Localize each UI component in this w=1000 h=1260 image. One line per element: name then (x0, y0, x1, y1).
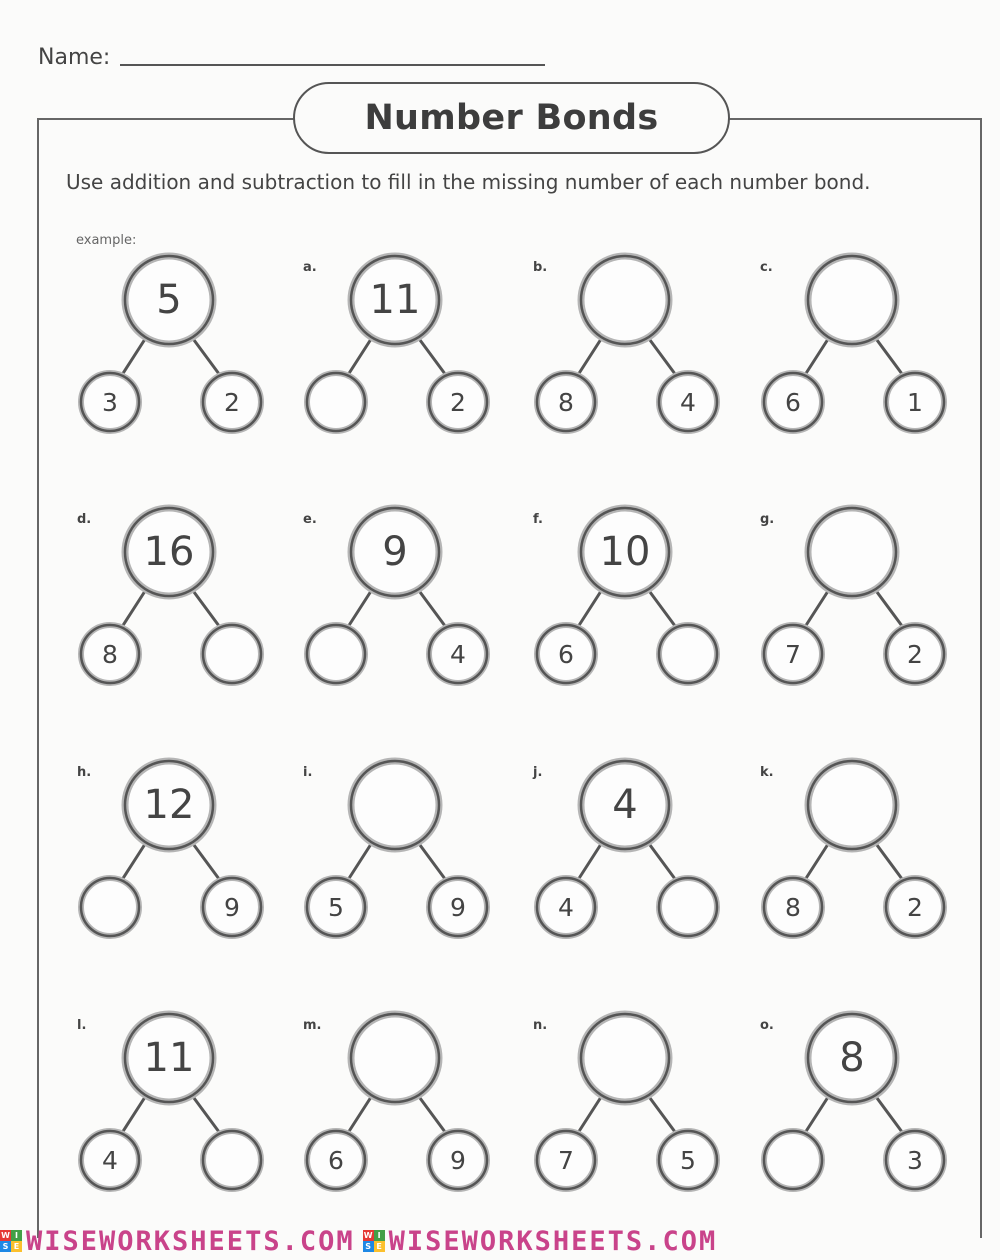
bond-part-right-value: 4 (680, 387, 696, 417)
name-input-line[interactable] (120, 64, 545, 66)
bond-whole-value: 9 (382, 529, 408, 575)
number-bond (298, 1008, 498, 1183)
bond-letter: e. (303, 512, 317, 527)
bond-letter: l. (77, 1018, 87, 1033)
logo-letter: W (1, 1231, 10, 1240)
bond-whole-value: 4 (612, 782, 638, 828)
bond-part-right-value: 9 (450, 1145, 466, 1175)
bond-whole-value: 5 (156, 277, 182, 323)
bond-part-left-value: 8 (785, 892, 801, 922)
bond-part-right-value[interactable] (658, 624, 718, 684)
bond-part-right-value: 2 (907, 892, 923, 922)
footer-watermark (0, 1222, 1000, 1260)
number-bond (528, 755, 728, 930)
bond-part-right-value[interactable] (658, 877, 718, 937)
logo-letter: I (11, 1230, 22, 1241)
example-label: example: (76, 233, 137, 248)
number-bond (298, 250, 498, 425)
bond-part-left-value: 6 (328, 1145, 344, 1175)
bond-part-left-value: 8 (558, 387, 574, 417)
bond-letter: b. (533, 260, 548, 275)
number-bond (72, 1008, 272, 1183)
bond-part-left-value: 8 (102, 639, 118, 669)
brand-mark (0, 1226, 355, 1257)
bond-part-right-value: 2 (224, 387, 240, 417)
bond-letter: n. (533, 1018, 548, 1033)
bond-part-left-value: 5 (328, 892, 344, 922)
bond-letter: i. (303, 765, 313, 780)
bond-part-left-value[interactable] (80, 877, 140, 937)
bond-whole-value: 10 (599, 529, 651, 575)
logo-letter: E (374, 1241, 385, 1252)
bond-whole-value: 11 (143, 1035, 195, 1081)
logo-letter: E (11, 1241, 22, 1252)
bond-whole-value: 16 (143, 529, 195, 575)
brand-logo-icon (0, 1230, 22, 1252)
bond-whole-value[interactable] (580, 255, 670, 345)
bond-part-right-value: 2 (450, 387, 466, 417)
logo-letter: S (363, 1241, 374, 1252)
number-bond (72, 502, 272, 677)
bond-letter: o. (760, 1018, 774, 1033)
bond-part-left-value[interactable] (763, 1130, 823, 1190)
bond-letter: j. (533, 765, 543, 780)
bond-part-left-value: 3 (102, 387, 118, 417)
brand-logo-icon (363, 1230, 385, 1252)
bond-part-left-value: 6 (558, 639, 574, 669)
brand-mark (363, 1226, 718, 1257)
bond-part-right-value: 9 (224, 892, 240, 922)
number-bond (298, 502, 498, 677)
bond-part-right-value: 1 (907, 387, 923, 417)
bond-whole-value[interactable] (807, 760, 897, 850)
instructions: Use addition and subtraction to fill in the missing number of each number bond. (66, 170, 871, 194)
bond-part-right-value: 4 (450, 639, 466, 669)
page-title: Number Bonds (364, 98, 659, 138)
bond-part-left-value: 4 (558, 892, 574, 922)
bond-whole-value[interactable] (350, 760, 440, 850)
bond-whole-value[interactable] (807, 255, 897, 345)
number-bond (755, 1008, 955, 1183)
bond-part-left-value: 4 (102, 1145, 118, 1175)
bond-letter: d. (77, 512, 92, 527)
bond-letter: g. (760, 512, 775, 527)
bond-part-right-value[interactable] (202, 1130, 262, 1190)
bond-part-left-value: 6 (785, 387, 801, 417)
name-row (38, 30, 545, 70)
bond-letter: h. (77, 765, 92, 780)
bond-part-right-value: 2 (907, 639, 923, 669)
bond-part-right-value: 9 (450, 892, 466, 922)
bond-part-right-value[interactable] (202, 624, 262, 684)
bond-whole-value: 11 (369, 277, 421, 323)
bond-letter: c. (760, 260, 773, 275)
brand-text: WISEWORKSHEETS.COM (26, 1225, 355, 1257)
number-bond (528, 1008, 728, 1183)
number-bond (72, 755, 272, 930)
bond-letter: a. (303, 260, 317, 275)
bond-whole-value[interactable] (580, 1013, 670, 1103)
bond-whole-value: 8 (839, 1035, 865, 1081)
bond-letter: f. (533, 512, 543, 527)
bond-letter: k. (760, 765, 774, 780)
number-bond (755, 250, 955, 425)
bond-letter: m. (303, 1018, 322, 1033)
bond-whole-value[interactable] (350, 1013, 440, 1103)
number-bond (298, 755, 498, 930)
bond-part-right-value: 3 (907, 1145, 923, 1175)
logo-letter: W (363, 1231, 373, 1240)
bond-whole-value: 12 (143, 782, 195, 828)
number-bond (528, 502, 728, 677)
number-bond (755, 502, 955, 677)
bond-part-right-value: 5 (680, 1145, 696, 1175)
bond-part-left-value: 7 (785, 639, 801, 669)
number-bond (755, 755, 955, 930)
name-label: Name: (38, 45, 111, 70)
number-bond (528, 250, 728, 425)
bond-part-left-value: 7 (558, 1145, 574, 1175)
bond-part-left-value[interactable] (306, 624, 366, 684)
brand-text: WISEWORKSHEETS.COM (388, 1225, 718, 1257)
number-bond (72, 250, 272, 425)
title-banner (293, 82, 730, 154)
logo-letter: I (374, 1230, 385, 1241)
bond-whole-value[interactable] (807, 507, 897, 597)
logo-letter: S (0, 1241, 11, 1252)
bond-part-left-value[interactable] (306, 372, 366, 432)
